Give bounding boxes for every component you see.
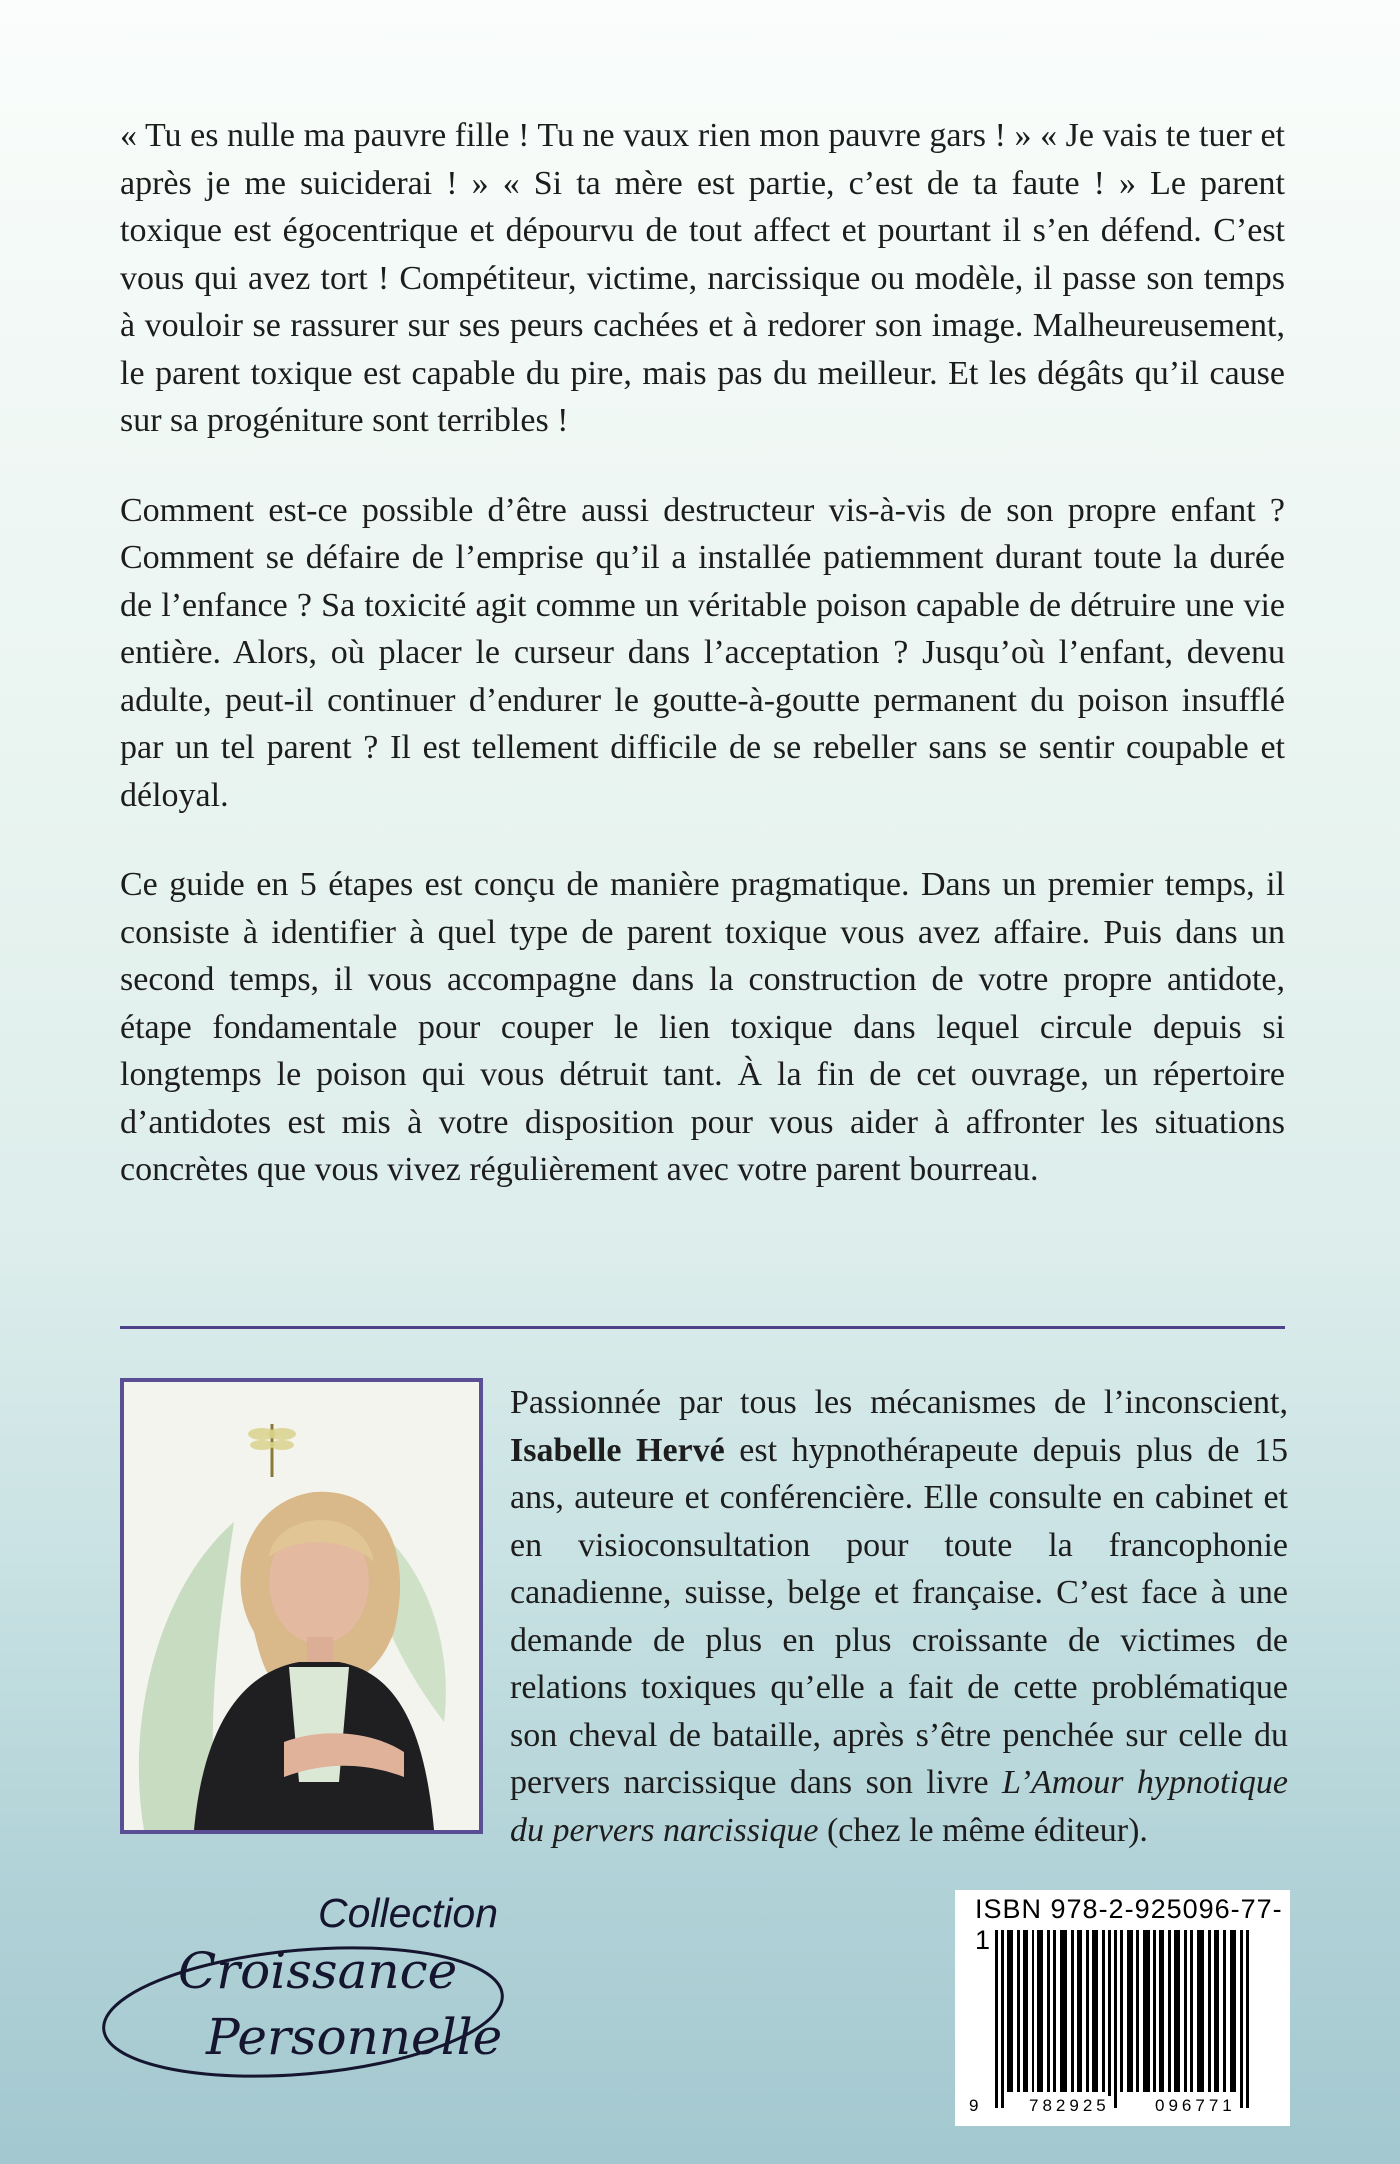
barcode-left-digits: 782925	[1029, 2096, 1110, 2115]
back-cover-blurb	[120, 112, 1285, 1236]
author-photo	[120, 1378, 483, 1834]
bio-body: est hypnothérapeute depuis plus de 15 ans, auteure et conférencière. Elle consulte en cabinet et en visioconsultation pour toute la francophonie canadienne, suisse, belge et française. C’est face à une demande de plus en plus croissante de victimes de relations toxiques qu’elle a fait de cette problématique son cheval de bataille, après s’être penchée sur celle du pervers narcissique dans son livre	[510, 1431, 1288, 1801]
bio-intro: Passionnée par tous les mécanismes de l’inconscient,	[510, 1384, 1288, 1421]
blurb-paragraph-2: Comment est-ce possible d’être aussi destructeur vis-à-vis de son propre enfant ? Comment se défaire de l’emprise qu’il a installée patiemment durant toute la durée de l’enfance ? Sa toxicité agit comme un véritable poison capable de détruire une vie entière. Alors, où placer le curseur dans l’acceptation ? Jusqu’où l’enfant, devenu adulte, peut-il continuer d’endurer le goutte-à-goutte permanent du poison insufflé par un tel parent ? Il est tellement difficile de se rebeller sans se sentir coupable et déloyal.	[120, 491, 1285, 814]
collection-logo	[98, 1890, 543, 2100]
author-bio-text	[510, 1379, 1288, 1854]
bio-outro: (chez le même éditeur).	[818, 1811, 1148, 1849]
logo-collection-word: Collection	[318, 1890, 499, 1936]
isbn-label: ISBN 978-2-925096-77-1	[975, 1894, 1283, 1955]
barcode-bars	[967, 1930, 1279, 2108]
book-title: L’Amour hypnotique du pervers narcissique	[510, 1764, 1288, 1849]
blurb-paragraph-1: « Tu es nulle ma pauvre fille ! Tu ne vaux rien mon pauvre gars ! » « Je vais te tuer et après je me suiciderai ! » « Si ta mère est partie, c’est de ta faute ! » Le parent toxique est égocentrique et dépourvu de tout affect et pourtant il s’en défend. C’est vous qui avez tort ! Compétiteur, victime, narcissique ou modèle, il passe son temps à vouloir se rassurer sur ses peurs cachées et à redorer son image. Malheureusement, le parent toxique est capable du pire, mais pas du meilleur. Et les dégâts qu’il cause sur sa progéniture sont terribles !	[120, 117, 1285, 439]
barcode-first-digit: 9	[969, 2096, 979, 2115]
logo-personnelle-word: Personnelle	[206, 2008, 503, 2066]
author-name: Isabelle Hervé	[510, 1431, 725, 1469]
barcode-right-digits: 096771	[1155, 2096, 1236, 2115]
author-bio	[510, 1379, 1288, 1854]
section-divider	[120, 1326, 1285, 1329]
logo-croissance-word: Croissance	[178, 1942, 458, 2000]
blurb-paragraph-3: Ce guide en 5 étapes est conçu de manière pragmatique. Dans un premier temps, il consiste à identifier à quel type de parent toxique vous avez affaire. Puis dans un second temps, il vous accompagne dans la construction de votre propre antidote, étape fondamentale pour couper le lien toxique dans lequel circule depuis si longtemps le poison qui vous détruit tant. À la fin de cet ouvrage, un répertoire d’antidotes est mis à votre disposition pour vous aider à affronter les situations concrètes que vous vivez régulièrement avec votre parent bourreau.	[120, 866, 1285, 1188]
isbn-barcode	[955, 1890, 1290, 2126]
